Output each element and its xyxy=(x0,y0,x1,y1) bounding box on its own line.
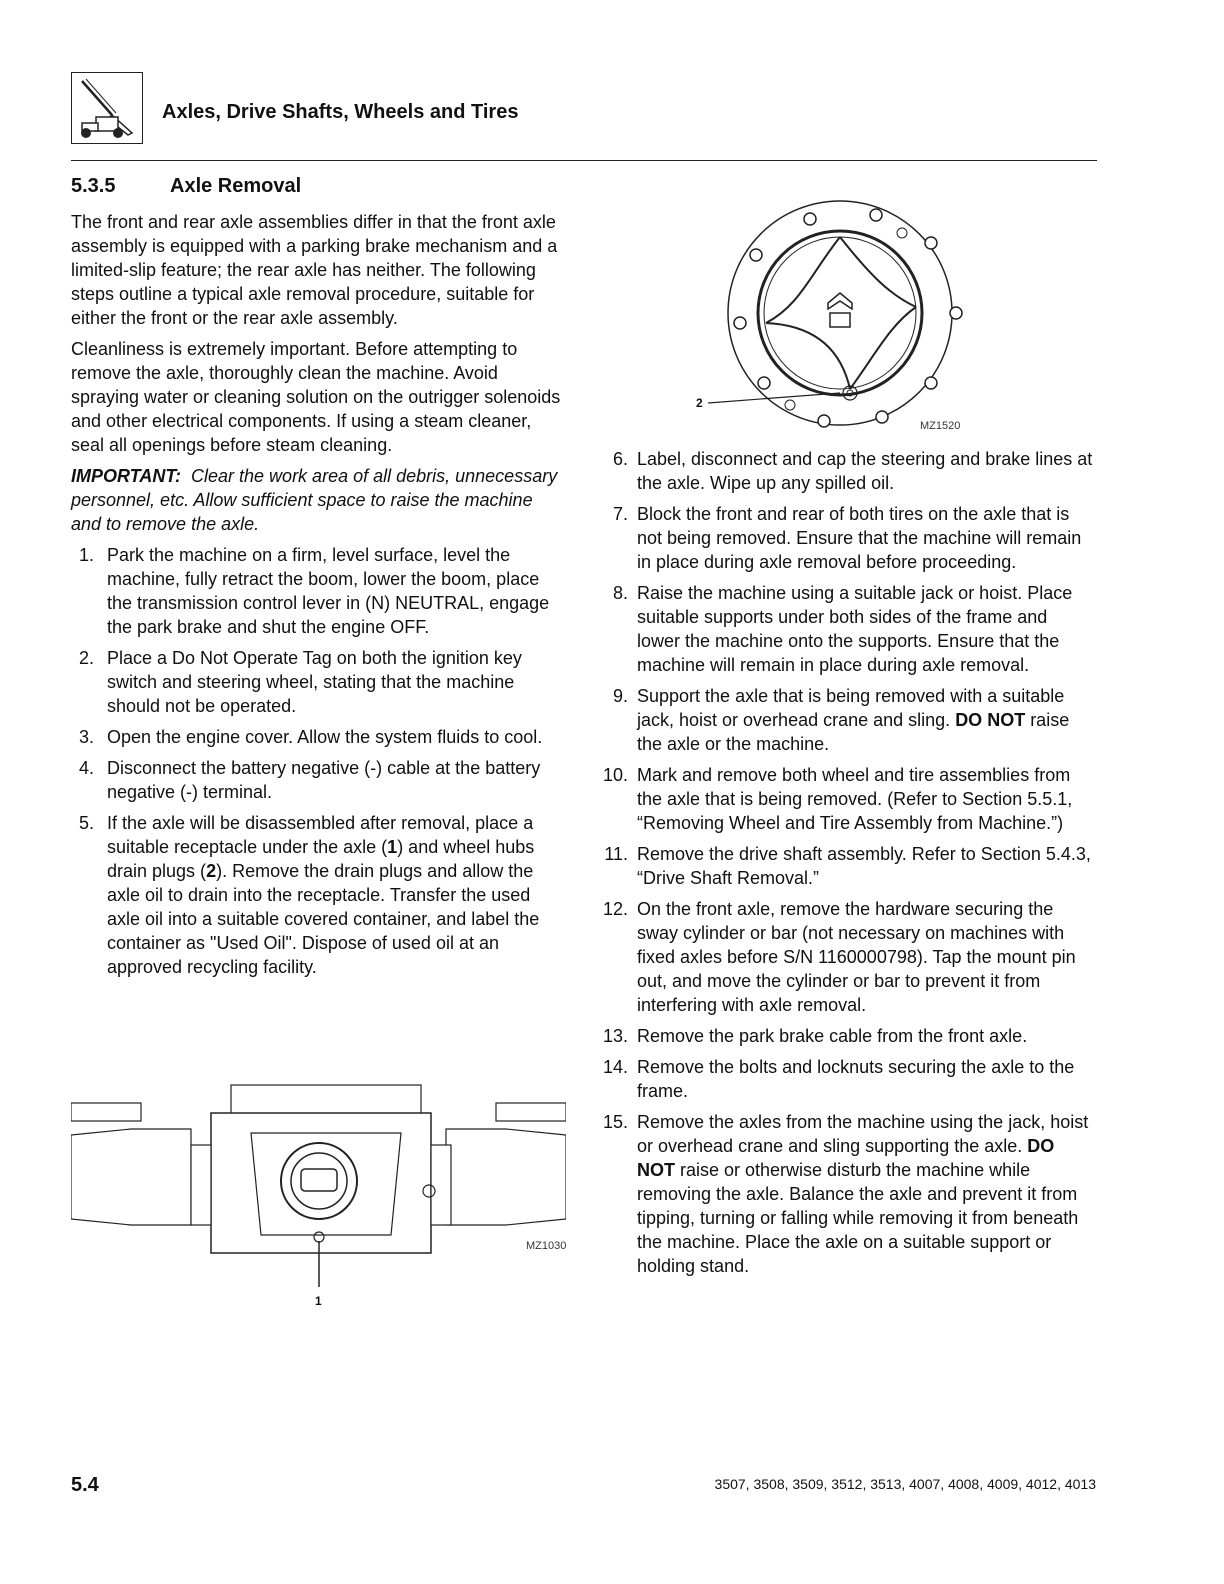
step-number: 3. xyxy=(78,727,94,747)
step-text: Open the engine cover. Allow the system fluids to cool. xyxy=(107,727,543,747)
step-text: Block the front and rear of both tires on the axle that is not being removed. Ensure that the machine will remain in place during axle removal before proceeding. xyxy=(637,504,1082,572)
step-5 xyxy=(71,811,566,979)
step-number: 12. xyxy=(602,899,628,919)
telehandler-icon xyxy=(71,72,143,144)
step-text: Remove the drive shaft assembly. Refer to Section 5.4.3, “Drive Shaft Removal.” xyxy=(637,844,1091,888)
header-divider xyxy=(71,160,1097,161)
step-2 xyxy=(71,646,566,718)
warning-bold: DO NOT xyxy=(637,1136,1055,1180)
step-text-b: raise the axle or the machine. xyxy=(637,710,1070,754)
step-12 xyxy=(600,897,1095,1017)
steps-list-right xyxy=(600,447,1095,1278)
step-number: 8. xyxy=(612,583,628,603)
step-number: 5. xyxy=(78,813,94,833)
step-number: 14. xyxy=(602,1057,628,1077)
step-3 xyxy=(71,725,566,749)
step-13 xyxy=(600,1024,1095,1048)
step-text: Park the machine on a firm, level surface, level the machine, fully retract the boom, lower the boom, place the transmission control lever in (N) NEUTRAL, engage the park brake and shut the engine OFF. xyxy=(107,545,550,637)
step-text: Remove the bolts and locknuts securing the axle to the frame. xyxy=(637,1057,1075,1101)
important-label: IMPORTANT: xyxy=(71,466,181,486)
axle-assembly-figure xyxy=(71,1075,566,1315)
step-text: Mark and remove both wheel and tire assemblies from the axle that is being removed. (Refer to Section 5.5.1, “Removing Wheel and Tire Assembly from Machine.”) xyxy=(637,765,1073,833)
section-number: 5.3.5 xyxy=(71,175,116,197)
step-text: Place a Do Not Operate Tag on both the ignition key switch and steering wheel, stating that the machine should not be operated. xyxy=(107,648,522,716)
step-11 xyxy=(600,842,1095,890)
model-numbers: 3507, 3508, 3509, 3512, 3513, 4007, 4008, 4009, 4012, 4013 xyxy=(714,1476,1096,1492)
step-text: Disconnect the battery negative (-) cable at the battery negative (-) terminal. xyxy=(107,758,541,802)
step-number: 1. xyxy=(78,545,94,565)
callout-ref-1: 1 xyxy=(387,837,398,857)
step-14 xyxy=(600,1055,1095,1103)
steps-list-left xyxy=(71,543,566,979)
section-title: Axle Removal xyxy=(170,175,302,197)
step-text-a: Remove the axles from the machine using the jack, hoist or overhead crane and sling supporting the axle. xyxy=(637,1112,1089,1156)
step-6 xyxy=(600,447,1095,495)
step-number: 6. xyxy=(612,449,628,469)
callout-2-label: 2 xyxy=(696,396,703,410)
step-10 xyxy=(600,763,1095,835)
step-number: 9. xyxy=(612,686,628,706)
step-number: 13. xyxy=(602,1026,628,1046)
step-text-a: If the axle will be disassembled after removal, place a suitable receptacle under the axle ( xyxy=(107,813,534,857)
step-text-a: Support the axle that is being removed with a suitable jack, hoist or overhead crane and sling. xyxy=(637,686,1065,730)
figure-code-hub: MZ1520 xyxy=(920,420,961,432)
step-text-c: ) and wheel hubs drain plugs ( xyxy=(107,837,535,881)
step-number: 11. xyxy=(604,844,628,864)
step-7 xyxy=(600,502,1095,574)
step-text: Remove the park brake cable from the front axle. xyxy=(637,1026,1028,1046)
step-1 xyxy=(71,543,566,639)
step-text-b: raise or otherwise disturb the machine while removing the axle. Balance the axle and prevent it from tipping, turning or falling while removing it from beneath the machine. Place the axle on a suitable support or holding stand. xyxy=(637,1160,1079,1276)
step-8 xyxy=(600,581,1095,677)
important-text: Clear the work area of all debris, unnecessary personnel, etc. Allow sufficient space to raise the machine and to remove the axle. xyxy=(71,466,558,534)
step-text: Raise the machine using a suitable jack or hoist. Place suitable supports under both sides of the frame and lower the machine onto the supports. Ensure that the machine will remain in place during axle removal. xyxy=(637,583,1073,675)
step-9 xyxy=(600,684,1095,756)
step-4 xyxy=(71,756,566,804)
step-number: 7. xyxy=(612,504,628,524)
figure-code-axle: MZ1030 xyxy=(526,1240,566,1252)
intro-paragraph-2: Cleanliness is extremely important. Before attempting to remove the axle, thoroughly clean the machine. Avoid spraying water or cleaning solution on the outrigger solenoids and other electrical components. If using a steam cleaner, seal all openings before steam cleaning. xyxy=(71,339,561,455)
chapter-title: Axles, Drive Shafts, Wheels and Tires xyxy=(162,101,519,123)
step-number: 15. xyxy=(602,1112,628,1132)
step-15 xyxy=(600,1110,1095,1278)
step-number: 10. xyxy=(602,765,628,785)
step-text: On the front axle, remove the hardware securing the sway cylinder or bar (not necessary on machines with fixed axles before S/N 1160000798). Tap the mount pin out, and move the cylinder or bar to prevent it from interfering with axle removal. xyxy=(637,899,1076,1015)
important-note xyxy=(71,464,566,536)
right-column xyxy=(600,447,1095,1285)
intro-paragraph-1: The front and rear axle assemblies differ in that the front axle assembly is equipped with a parking brake mechanism and a limited-slip feature; the rear axle has neither. The following steps outline a typical axle removal procedure, suitable for either the front or the rear axle assembly. xyxy=(71,212,558,328)
warning-bold: DO NOT xyxy=(955,710,1026,730)
step-text: Label, disconnect and cap the steering and brake lines at the axle. Wipe up any spilled oil. xyxy=(637,449,1093,493)
wheel-hub-figure xyxy=(690,195,980,440)
callout-ref-2: 2 xyxy=(206,861,217,881)
left-column xyxy=(71,210,566,986)
step-text-d: ). Remove the drain plugs and allow the axle oil to drain into the receptacle. Transfer the used axle oil into a suitable covered container, and label the container as "Used Oil". Dispose of used oil at an approved recycling facility. xyxy=(107,861,540,977)
step-number: 4. xyxy=(78,758,94,778)
page-number: 5.4 xyxy=(71,1474,99,1496)
callout-1-label: 1 xyxy=(315,1294,322,1308)
step-number: 2. xyxy=(78,648,94,668)
